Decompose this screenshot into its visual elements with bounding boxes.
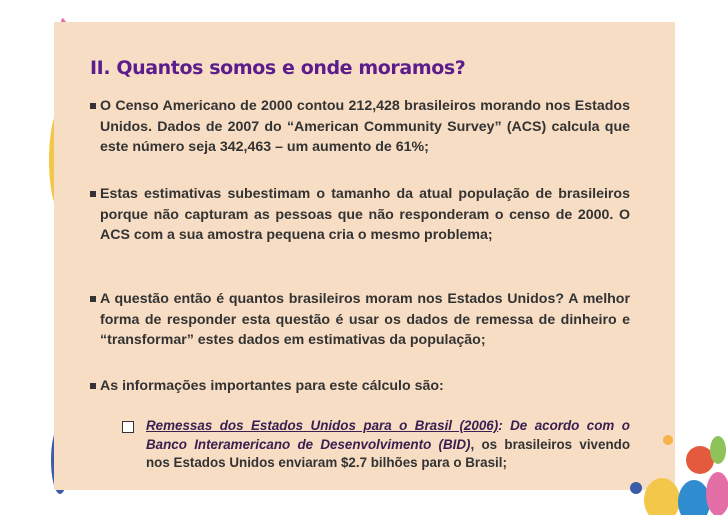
slide-title: II. Quantos somos e onde moramos? xyxy=(90,57,466,79)
sub-bullet-heading: Remessas dos Estados Unidos para o Brasil (2006) xyxy=(146,418,499,433)
bullet-text: As informações importantes para este cálculo são: xyxy=(100,378,444,394)
bullet-4 xyxy=(90,376,630,397)
bullet-marker xyxy=(90,383,96,389)
sub-bullet-body: , os brasileiros vivendo nos Estados Unidos enviaram $2.7 bilhões para o Brasil; xyxy=(146,436,630,471)
sub-bullet-text xyxy=(122,417,630,473)
sub-bullet-source: : De acordo com o Banco Interamericano de Desenvolvimento (BID) xyxy=(146,418,630,452)
bullet-marker xyxy=(90,296,96,302)
bullet-text: Estas estimativas subestimam o tamanho da atual população de brasileiros porque não capturam as pessoas que não responderam o censo de 2000. O ACS com a sua amostra pequena cria o mesmo problema; xyxy=(100,186,630,243)
bullet-1 xyxy=(90,96,630,158)
bullet-3 xyxy=(90,289,630,351)
bullet-marker xyxy=(90,191,96,197)
bullet-text: O Censo Americano de 2000 contou 212,428 brasileiros morando nos Estados Unidos. Dados de 2007 do “American Community Survey” (ACS) calcula que este número seja 342,463 – um aumento de 61%; xyxy=(100,98,630,155)
bullet-text: A questão então é quantos brasileiros moram nos Estados Unidos? A melhor forma de responder esta questão é usar os dados de remessa de dinheiro e “transformar” estes dados em estimativas da população; xyxy=(100,291,630,348)
sub-bullet xyxy=(122,417,630,473)
checkbox-bullet-icon xyxy=(122,421,134,433)
bullet-marker xyxy=(90,103,96,109)
bullet-2 xyxy=(90,184,630,246)
